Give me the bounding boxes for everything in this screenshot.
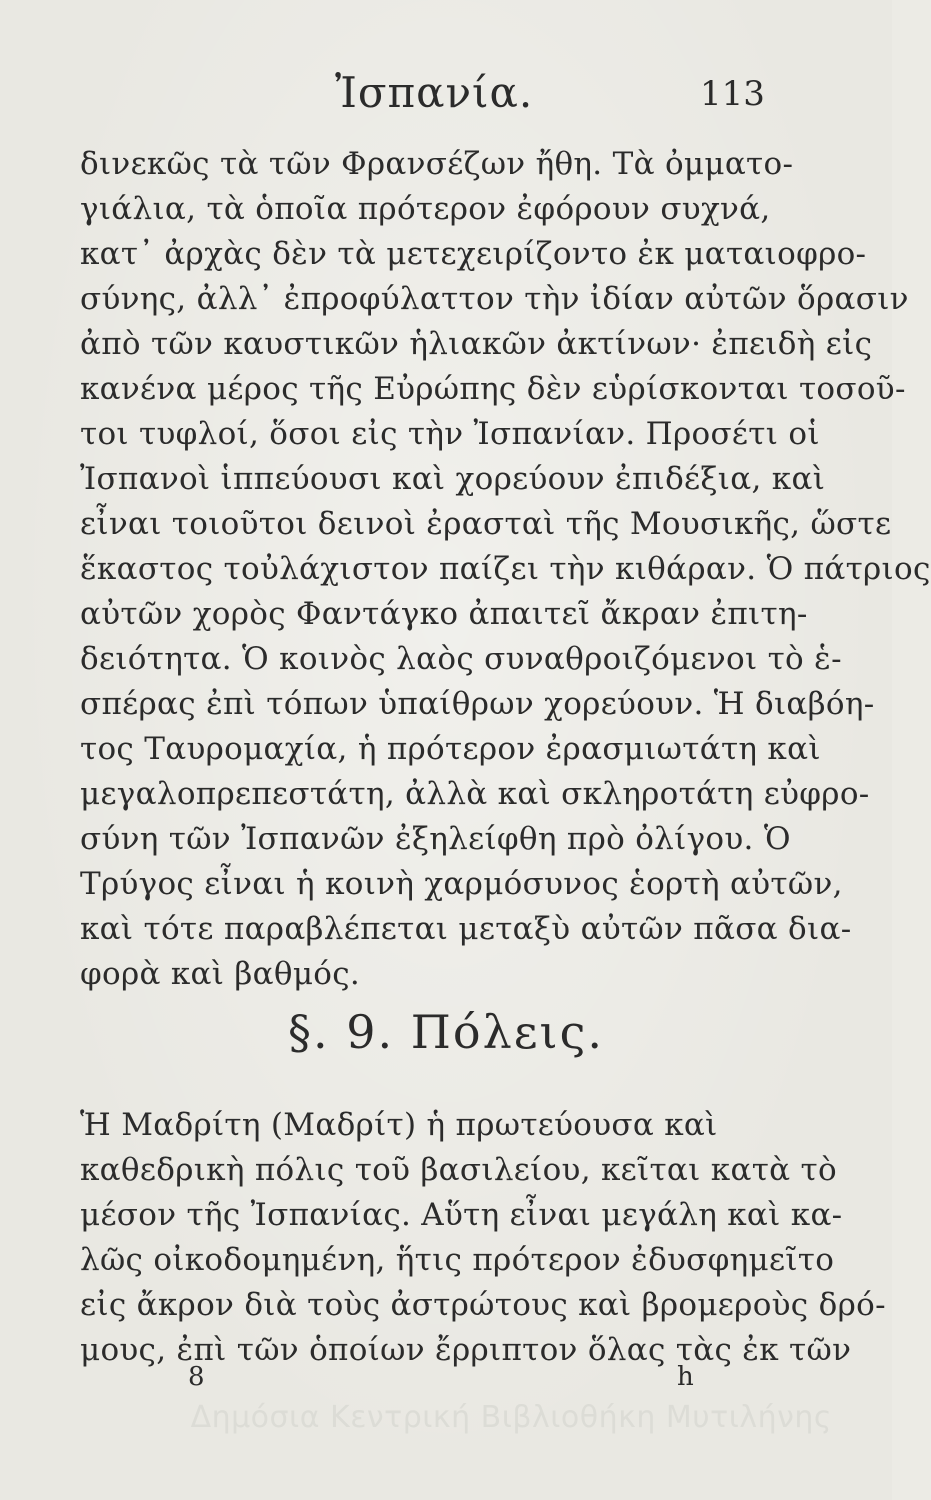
text-line: αὐτῶν χορὸς Φαντάγκο ἀπαιτεῖ ἄκραν ἐπιτη- [80,596,808,632]
text-line: Τρύγος εἶναι ἡ κοινὴ χαρμόσυνος ἑορτὴ αὐτῶν, [80,866,843,902]
signature-mark-right: h [677,1362,694,1392]
text-line: ἀπὸ τῶν καυστικῶν ἡλιακῶν ἀκτίνων· ἐπειδὴ εἰς [80,326,873,362]
text-line: σύνη τῶν Ἰσπανῶν ἐξηλείφθη πρὸ ὀλίγου. Ὁ [80,821,791,857]
text-line: Ἡ Μαδρίτη (Μαδρίτ) ἡ πρωτεύουσα καὶ [80,1107,718,1143]
section-heading: §. 9. Πόλεις. [288,1005,604,1059]
text-line: εἰς ἄκρον διὰ τοὺς ἀστρώτους καὶ βρομεροὺς δρό- [80,1287,886,1323]
page-header [0,60,892,120]
text-line: Ἰσπανοὶ ἱππεύουσι καὶ χορεύουν ἐπιδέξια, καὶ [80,461,826,497]
text-line: ἕκαστος τοὐλάχιστον παίζει τὴν κιθάραν. Ὁ πάτριος [80,551,931,587]
paragraph-madrid [80,1103,886,1373]
text-line: σύνης, ἀλλ᾽ ἐπροφύλαττον τὴν ἰδίαν αὐτῶν ὅρασιν [80,281,909,317]
signature-mark-left: 8 [188,1362,205,1392]
text-line: μέσον τῆς Ἰσπανίας. Αὕτη εἶναι μεγάλη καὶ κα- [80,1197,843,1233]
text-line: σπέρας ἐπὶ τόπων ὑπαίθρων χορεύουν. Ἡ διαβόη- [80,686,875,722]
library-watermark: Δημόσια Κεντρική Βιβλιοθήκη Μυτιλήνης [190,1400,832,1435]
text-line: καὶ τότε παραβλέπεται μεταξὺ αὐτῶν πᾶσα δια- [80,911,852,947]
text-line: τος Ταυρομαχία, ἡ πρότερον ἐρασμιωτάτη καὶ [80,731,821,767]
text-line: μεγαλοπρεπεστάτη, ἀλλὰ καὶ σκληροτάτη εὐφρο- [80,776,870,812]
text-line: φορὰ καὶ βαθμός. [80,956,361,992]
running-title: Ἰσπανία. [335,68,534,117]
text-line: μους, ἐπὶ τῶν ὁποίων ἔρριπτον ὅλας τὰς ἐκ τῶν [80,1332,852,1368]
text-line: καθεδρικὴ πόλις τοῦ βασιλείου, κεῖται κατὰ τὸ [80,1152,837,1188]
text-line: δινεκῶς τὰ τῶν Φρανσέζων ἤθη. Τὰ ὀμματο- [80,146,794,182]
text-line: κατ᾽ ἀρχὰς δὲν τὰ μετεχειρίζοντο ἐκ ματαιοφρο- [80,236,867,272]
text-line: εἶναι τοιοῦτοι δεινοὶ ἐρασταὶ τῆς Μουσικῆς, ὥστε [80,506,892,542]
text-line: δειότητα. Ὁ κοινὸς λαὸς συναθροιζόμενοι τὸ ἑ- [80,641,842,677]
text-line: λῶς οἰκοδομημένη, ἥτις πρότερον ἐδυσφημεῖτο [80,1242,835,1278]
text-line: τοι τυφλοί, ὅσοι εἰς τὴν Ἰσπανίαν. Προσέτι οἱ [80,416,820,452]
text-line: κανένα μέρος τῆς Εὐρώπης δὲν εὑρίσκονται τοσοῦ- [80,371,906,407]
text-line: γιάλια, τὰ ὁποῖα πρότερον ἐφόρουν συχνά, [80,191,771,227]
paragraph-customs [80,142,931,997]
page-number: 113 [700,74,765,114]
